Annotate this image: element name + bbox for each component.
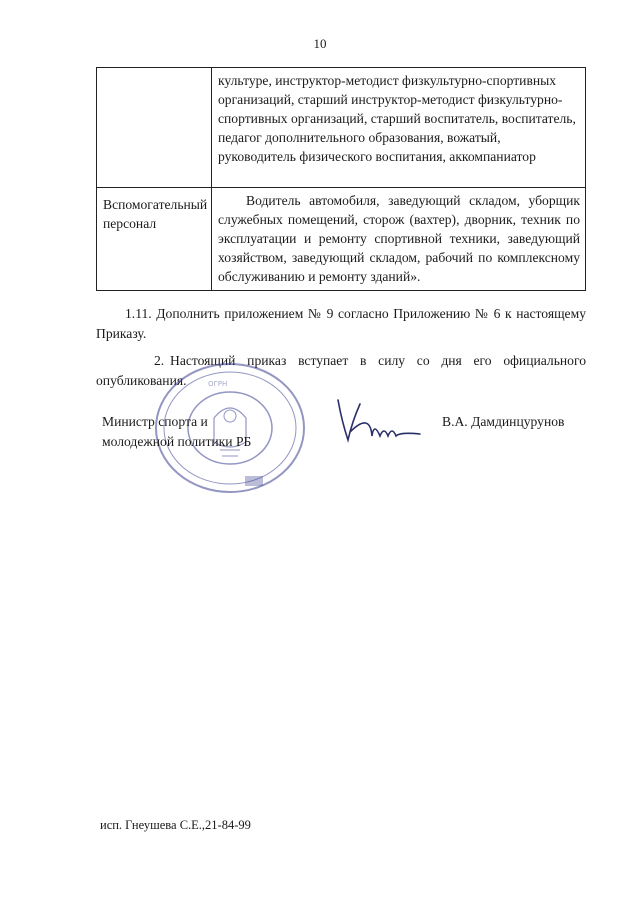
signature-position — [102, 412, 251, 452]
paragraph-1-11: 1.11. Дополнить приложением № 9 согласно Приложению № 6 к настоящему Приказу. — [96, 306, 586, 341]
positions-cell: Водитель автомобиля, заведующий складом, уборщик служебных помещений, сторож (вахтер), дворник, техник по эксплуатации и ремонту спортивной техники, заведующий хозяйством, заведующий складом, рабочий по комплексному обслуживанию и ремонту зданий». — [212, 188, 586, 291]
table-row — [97, 188, 586, 291]
executor-note: исп. Гнеушева С.Е.,21-84-99 — [100, 818, 251, 832]
handwritten-signature — [330, 392, 430, 452]
category-cell — [97, 68, 212, 188]
page-number: 10 — [313, 36, 327, 51]
paragraph-number: 2. — [154, 353, 165, 368]
paragraph-text: Настоящий приказ вступает в силу со дня его официального опубликования. — [96, 353, 586, 388]
svg-text:ОГРН: ОГРН — [208, 380, 228, 388]
signature-position-line1: Министр спорта и — [102, 414, 208, 429]
signature-name: В.А. Дамдинцурунов — [442, 414, 565, 429]
table-row — [97, 68, 586, 188]
positions-cell: культуре, инструктор-методист физкультурно-спортивных организаций, старший инструктор-методист физкультурно-спортивных организаций, старший воспитатель, воспитатель, педагог дополнительного образования, вожатый, руководитель физического воспитания, аккомпаниатор — [212, 68, 586, 188]
category-cell: Вспомогательный персонал — [97, 188, 212, 291]
staff-positions-table — [96, 67, 586, 291]
signature-position-line2: молодежной политики РБ — [102, 434, 252, 449]
